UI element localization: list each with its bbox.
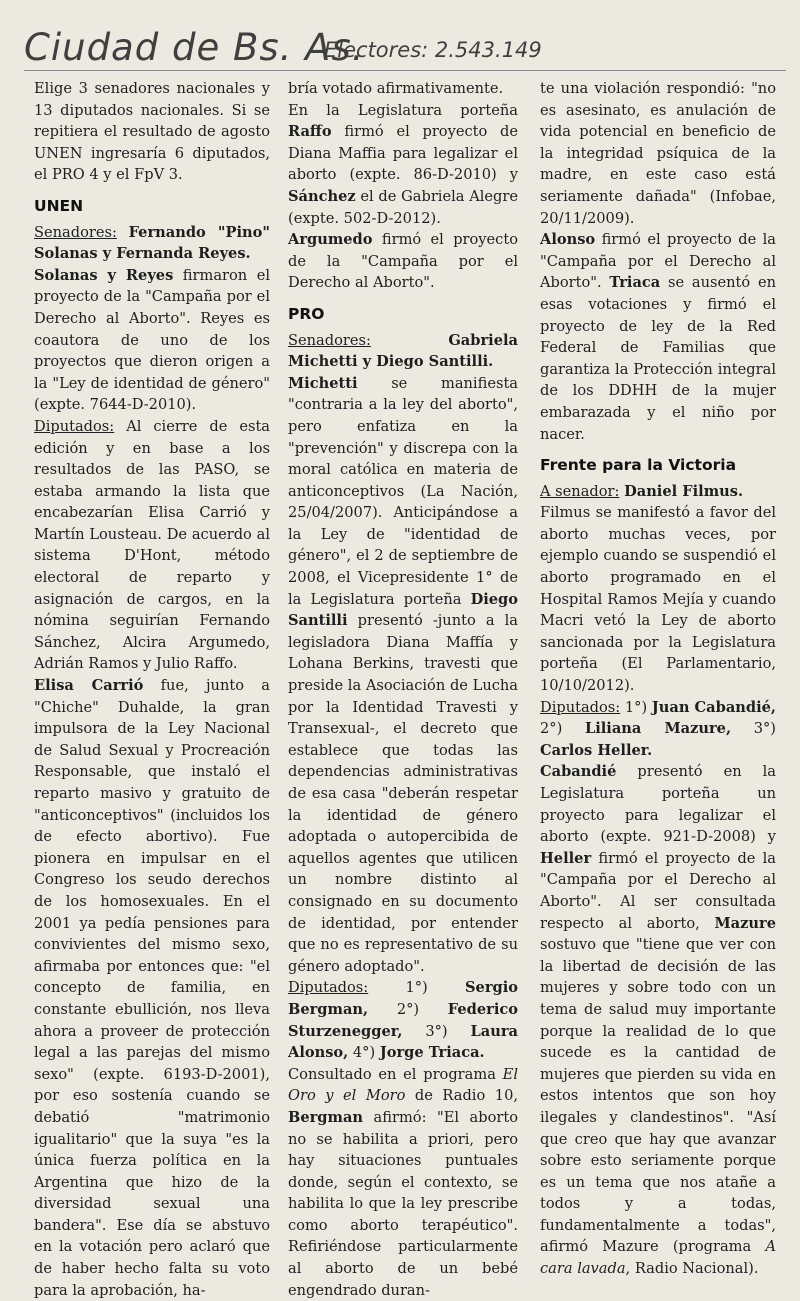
argumedo-text: firmó el proyecto de la "Campaña por el Derecho al Aborto". (288, 231, 519, 292)
col2-continuation: bría votado afirmativamente. (288, 80, 504, 97)
electors-count: Electores: 2.543.149 (324, 38, 542, 62)
heller-name: Heller (540, 849, 592, 867)
rank-1: 1°) (624, 698, 648, 716)
filmus-full: Daniel Filmus. (624, 482, 744, 500)
cabandie-full: Juan Cabandié, (651, 698, 776, 716)
pro-senadores (288, 330, 518, 373)
carrio-paragraph (34, 675, 270, 1301)
sturzenegger-name: Federico Sturzenegger, (288, 1000, 518, 1040)
alonso-name: Alonso (540, 231, 596, 249)
triaca-name: Triaca (609, 274, 661, 292)
alonso-text: firmó el proyecto de la "Campaña por el Derecho al Aborto". (540, 231, 776, 292)
program-name: El Oro y el Moro (288, 1065, 518, 1105)
senadores-names: Gabriela Michetti y Diego Santilli. (288, 331, 518, 371)
fpv-diputados (540, 697, 776, 762)
cabandie-text: presentó en la Legislatura porteña un proyecto para legalizar el aborto (expte. 921-D-2008) y (540, 763, 776, 846)
bergman-full: Sergio Bergman, (288, 979, 518, 1018)
legislatura-paragraph (288, 100, 518, 230)
page-title: Ciudad de Bs. As. (24, 26, 365, 69)
heller-full: Carlos Heller. (540, 741, 653, 759)
article-header (24, 22, 786, 71)
solanas-reyes-text: firmaron el proyecto de la "Campaña por el Derecho al Aborto". Reyes es coautora de uno de los proyectos que dieron origen a la "Ley de identidad de género" (expte. 7644-D-2010). (34, 266, 271, 414)
legis-post: el de Gabriela Alegre (expte. 502-D-2012). (288, 187, 518, 227)
bergman-name: Bergman (288, 1108, 364, 1126)
unen-senadores (34, 222, 270, 265)
santilli-name: Diego Santilli (288, 590, 518, 630)
section-heading-fpv: Frente para la Victoria (540, 456, 737, 475)
carrio-text: fue, junto a "Chiche" Duhalde, la gran impulsora de la Ley Nacional de Salud Sexual y Procreación Responsable, que instaló el reparto masivo y gratuito de "anticonceptivos" (incluidos los de efecto abortivo). Fue pionera en impulsar en el Congreso los seudo derechos de los homosexuales. En el 2001 ya pedía pensiones para convivientes del mismo sexo, afirmaba por entonces que: "el concepto de familia, en constante ebullición, nos lleva ahora a proveer de protección legal a las parejas del mismo sexo" (expte. 6193-D-2001), por eso sostenía cuando se debatió "matrimonio igualitario" que la suya "es la única fuerza política en la Argentina que hizo de la diversidad sexual una bandera". Ese día se abstuvo en la votación pero aclaró que de haber hecho falta su voto para la aprobación, ha- (34, 677, 270, 1299)
michetti-name: Michetti (288, 374, 358, 392)
rank-2: 2°) (540, 720, 563, 738)
consulted-pre: Consultado en el programa (288, 1065, 496, 1083)
column-2 (288, 78, 518, 1301)
alonso-triaca-paragraph (540, 229, 776, 445)
argumedo-paragraph (288, 229, 518, 294)
intro-paragraph: Elige 3 senadores nacionales y 13 diputados nacionales. Si se repitiera el resultado de agosto UNEN ingresaría 6 diputados, el PRO 4 y el FpV 3. (34, 80, 270, 184)
rank-1: 1°) (405, 979, 428, 997)
legis-mid: firmó el proyecto de Diana Maffia para legalizar el aborto (expte. 86-D-2010) y (288, 123, 518, 184)
heller-text: firmó el proyecto de la "Campaña por el Derecho al Aborto". Al ser consultada respecto al aborto, (540, 849, 776, 932)
diputados-label: Diputados: (34, 417, 115, 435)
senador-label: A senador: (540, 482, 620, 500)
pro-diputados (288, 977, 518, 1063)
rank-2: 2°) (396, 1000, 420, 1018)
rank-4: 4°) (352, 1044, 376, 1062)
alonso-full: Laura Alonso, (288, 1022, 518, 1062)
triaca-text: se ausentó en esas votaciones y firmó el proyecto de ley de la Red Federal de Familias que garantiza la Protección integral de los DDHH de la mujer embarazada y el niño por nacer. (540, 274, 776, 443)
argumedo-name: Argumedo (288, 231, 373, 249)
michetti-text: se manifiesta "contraria a la ley del aborto", pero enfatiza en la "prevención" y discrepa con la moral católica en materia de anticonceptivos (La Nación, 25/04/2007). Anticipándose a la Ley de "identidad de género", el 2 de septiembre de 2008, el Vicepresidente 1° de la Legislatura porteña (288, 374, 519, 608)
col3-continuation: te una violación respondió: "no es asesinato, es anulación de vida potencial en beneficio de la integridad psíquica de la madre, en este caso está seriamente dañada" (Infobae, 20/11/2009). (540, 80, 776, 227)
consulted-post: afirmó: "El aborto no se habilita a priori, pero hay situaciones puntuales donde, según el contexto, se habilita lo que la ley prescribe como aborto terapéutico". Refiriéndose particularmente al aborto de un bebé engendrado duran- (288, 1108, 518, 1299)
column-1 (34, 78, 270, 1301)
section-heading-pro: PRO (288, 304, 325, 323)
solanas-reyes-names: Solanas y Reyes (34, 266, 174, 284)
senadores-label: Senadores: (34, 223, 117, 241)
senadores-names: Fernando "Pino" Solanas y Fernanda Reyes. (34, 223, 270, 263)
closing-text: , Radio Nacional). (625, 1260, 759, 1278)
mazure-name: Mazure (714, 914, 776, 932)
santilli-text: presentó -junto a la legisladora Diana Maffía y Lohana Berkins, travesti que preside la Asociación de Lucha por la Identidad Travesti y Transexual-, el decreto que establece que todas las dependencias administrativas de esa casa "deberán respetar la identidad de género adoptada o autopercibida de aquellos agentes que utilicen un nombre distinto al consignado en su documento de identidad, por entender que no es representativo de su género adoptado". (288, 612, 518, 975)
program-name: A cara lavada (540, 1238, 777, 1278)
cabandie-name: Cabandié (540, 763, 617, 781)
diputados-label: Diputados: (540, 698, 621, 716)
bergman-paragraph (288, 1064, 518, 1301)
legis-pre: En la Legislatura porteña (288, 101, 518, 119)
mazure-text: sostuvo que "tiene que ver con la libertad de decisión de las mujeres y sobre todo con un tema de salud muy importante porque la realidad de lo que sucede es la cantidad de mujeres que pierden su vida en estos intentos que son hoy ilegales y clandestinos". "Así que creo que hay que avanzar sobre esto seriamente porque es un tema que nos atañe a todos y a todas, fundamentalmente a todas", afirmó Mazure (programa (540, 936, 776, 1256)
section-heading-unen: UNEN (34, 196, 84, 215)
diputados-text: Al cierre de esta edición y en base a los resultados de las PASO, se estaba armando la lista que encabezarían Elisa Carrió y Martín Lousteau. De acuerdo al sistema D'Hont, método electoral de reparto y asignación de cargos, en la nómina seguirían Fernando Sánchez, Alcira Argumedo, Adrián Ramos y Julio Raffo. (34, 417, 271, 673)
triaca-full: Jorge Triaca. (379, 1044, 485, 1062)
filmus-paragraph: Filmus se manifestó a favor del aborto muchas veces, por ejemplo cuando se suspendió el aborto programado en el Hospital Ramos Mejía y cuando Macri vetó la Ley de aborto sancionada por la Legislatura porteña (El Parlamentario, 10/10/2012). (540, 504, 776, 695)
michetti-paragraph (288, 373, 518, 978)
column-3 (540, 78, 776, 1280)
mazure-full: Liliana Mazure, (584, 720, 732, 738)
cabandie-paragraph (540, 761, 776, 1279)
raffo-name: Raffo (288, 123, 332, 141)
unen-diputados (34, 416, 270, 675)
senadores-label: Senadores: (288, 331, 371, 349)
consulted-mid: de Radio 10, (414, 1087, 518, 1105)
fpv-senador (540, 481, 776, 503)
diputados-label: Diputados: (288, 979, 369, 997)
rank-3: 3°) (425, 1022, 448, 1040)
rank-3: 3°) (753, 720, 776, 738)
sanchez-name: Sánchez (288, 187, 356, 205)
solanas-reyes-paragraph (34, 265, 270, 416)
carrio-name: Elisa Carrió (34, 677, 144, 695)
